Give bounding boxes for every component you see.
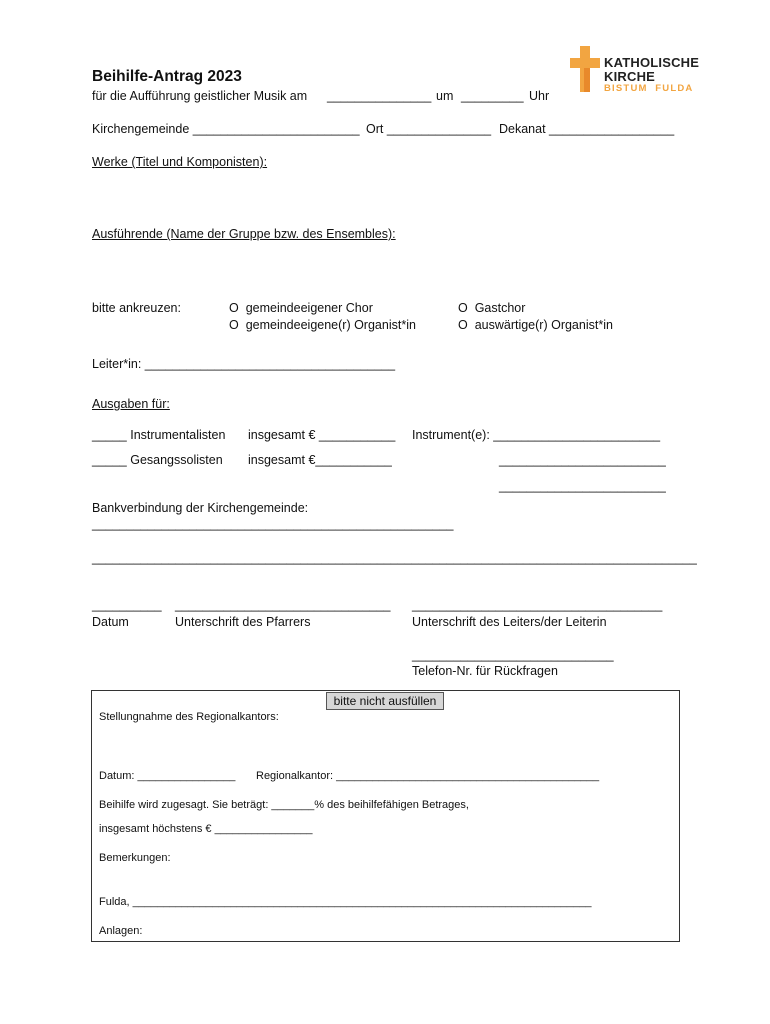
- regional-cantor-field[interactable]: Regionalkantor: ___________________________________________: [256, 770, 600, 782]
- date-label: Datum: [92, 615, 129, 629]
- checkbox-parish-choir[interactable]: [229, 302, 373, 315]
- radio-marker[interactable]: O: [229, 318, 239, 332]
- logo-line-3: BISTUM FULDA: [604, 83, 694, 94]
- soloists-count-field[interactable]: _____ Gesangssolisten: [92, 453, 223, 467]
- pastor-signature-line[interactable]: _______________________________: [175, 598, 391, 612]
- instrumentalists-total-field[interactable]: insgesamt € ___________: [248, 428, 396, 442]
- option-label: Gastchor: [474, 301, 526, 315]
- logo-line-1: KATHOLISCHE: [604, 55, 700, 70]
- page-title: Beihilfe-Antrag 2023: [92, 68, 242, 85]
- option-label: gemeindeeigene(r) Organist*in: [245, 318, 416, 332]
- checkbox-guest-choir[interactable]: [458, 302, 525, 315]
- checkbox-external-organist[interactable]: [458, 319, 613, 332]
- phone-field[interactable]: _____________________________: [412, 648, 614, 662]
- performance-time-field[interactable]: _________: [461, 89, 524, 103]
- performers-heading: Ausführende (Name der Gruppe bzw. des Ensembles):: [92, 227, 396, 241]
- bank-label: Bankverbindung der Kirchengemeinde:: [92, 501, 309, 515]
- deanery-field[interactable]: Dekanat __________________: [499, 122, 675, 136]
- office-date-field[interactable]: Datum: ________________: [99, 770, 236, 782]
- instrumentalists-count-field[interactable]: _____ Instrumentalisten: [92, 428, 226, 442]
- subtitle-prefix: für die Aufführung geistlicher Musik am: [92, 89, 308, 103]
- radio-marker[interactable]: O: [458, 318, 468, 332]
- location-field[interactable]: Ort _______________: [366, 122, 492, 136]
- leader-signature-line[interactable]: ____________________________________: [412, 598, 663, 612]
- checkbox-label: bitte ankreuzen:: [92, 301, 181, 315]
- phone-label: Telefon-Nr. für Rückfragen: [412, 664, 558, 678]
- fulda-field[interactable]: Fulda, ___________________________________________________________________________: [99, 896, 592, 908]
- parish-field[interactable]: Kirchengemeinde ________________________: [92, 122, 360, 136]
- expenses-heading: Ausgaben für:: [92, 397, 170, 411]
- instruments-field-2[interactable]: ________________________: [499, 453, 666, 467]
- bank-field-2[interactable]: _______________________________________________________________________________________: [92, 551, 697, 565]
- grant-max-field[interactable]: insgesamt höchstens € ________________: [99, 823, 313, 835]
- attachments-label: Anlagen:: [99, 925, 143, 937]
- soloists-total-field[interactable]: insgesamt €___________: [248, 453, 392, 467]
- subtitle-uhr: Uhr: [529, 89, 550, 103]
- instruments-field[interactable]: Instrument(e): ________________________: [412, 428, 661, 442]
- leader-field[interactable]: Leiter*in: ____________________________________: [92, 357, 396, 371]
- bank-field-1[interactable]: ____________________________________________________: [92, 517, 454, 531]
- radio-marker[interactable]: O: [458, 301, 468, 315]
- option-label: gemeindeeigener Chor: [245, 301, 373, 315]
- leader-signature-label: Unterschrift des Leiters/der Leiterin: [412, 615, 607, 629]
- grant-percent-field[interactable]: Beihilfe wird zugesagt. Sie beträgt: _______% des beihilfefähigen Betrages,: [99, 799, 469, 811]
- performance-date-field[interactable]: _______________: [327, 89, 432, 103]
- pastor-signature-label: Unterschrift des Pfarrers: [175, 615, 311, 629]
- option-label: auswärtige(r) Organist*in: [474, 318, 613, 332]
- subtitle-um: um: [436, 89, 454, 103]
- logo-line-2: KIRCHE: [604, 69, 656, 84]
- works-heading: Werke (Titel und Komponisten):: [92, 155, 268, 169]
- do-not-fill-tag: bitte nicht ausfüllen: [326, 692, 444, 710]
- remarks-label: Bemerkungen:: [99, 852, 171, 864]
- cross-icon: [570, 46, 600, 92]
- statement-label: Stellungnahme des Regionalkantors:: [99, 711, 279, 723]
- checkbox-parish-organist[interactable]: [229, 319, 416, 332]
- radio-marker[interactable]: O: [229, 301, 239, 315]
- date-signature-line[interactable]: __________: [92, 598, 162, 612]
- instruments-field-3[interactable]: ________________________: [499, 479, 666, 493]
